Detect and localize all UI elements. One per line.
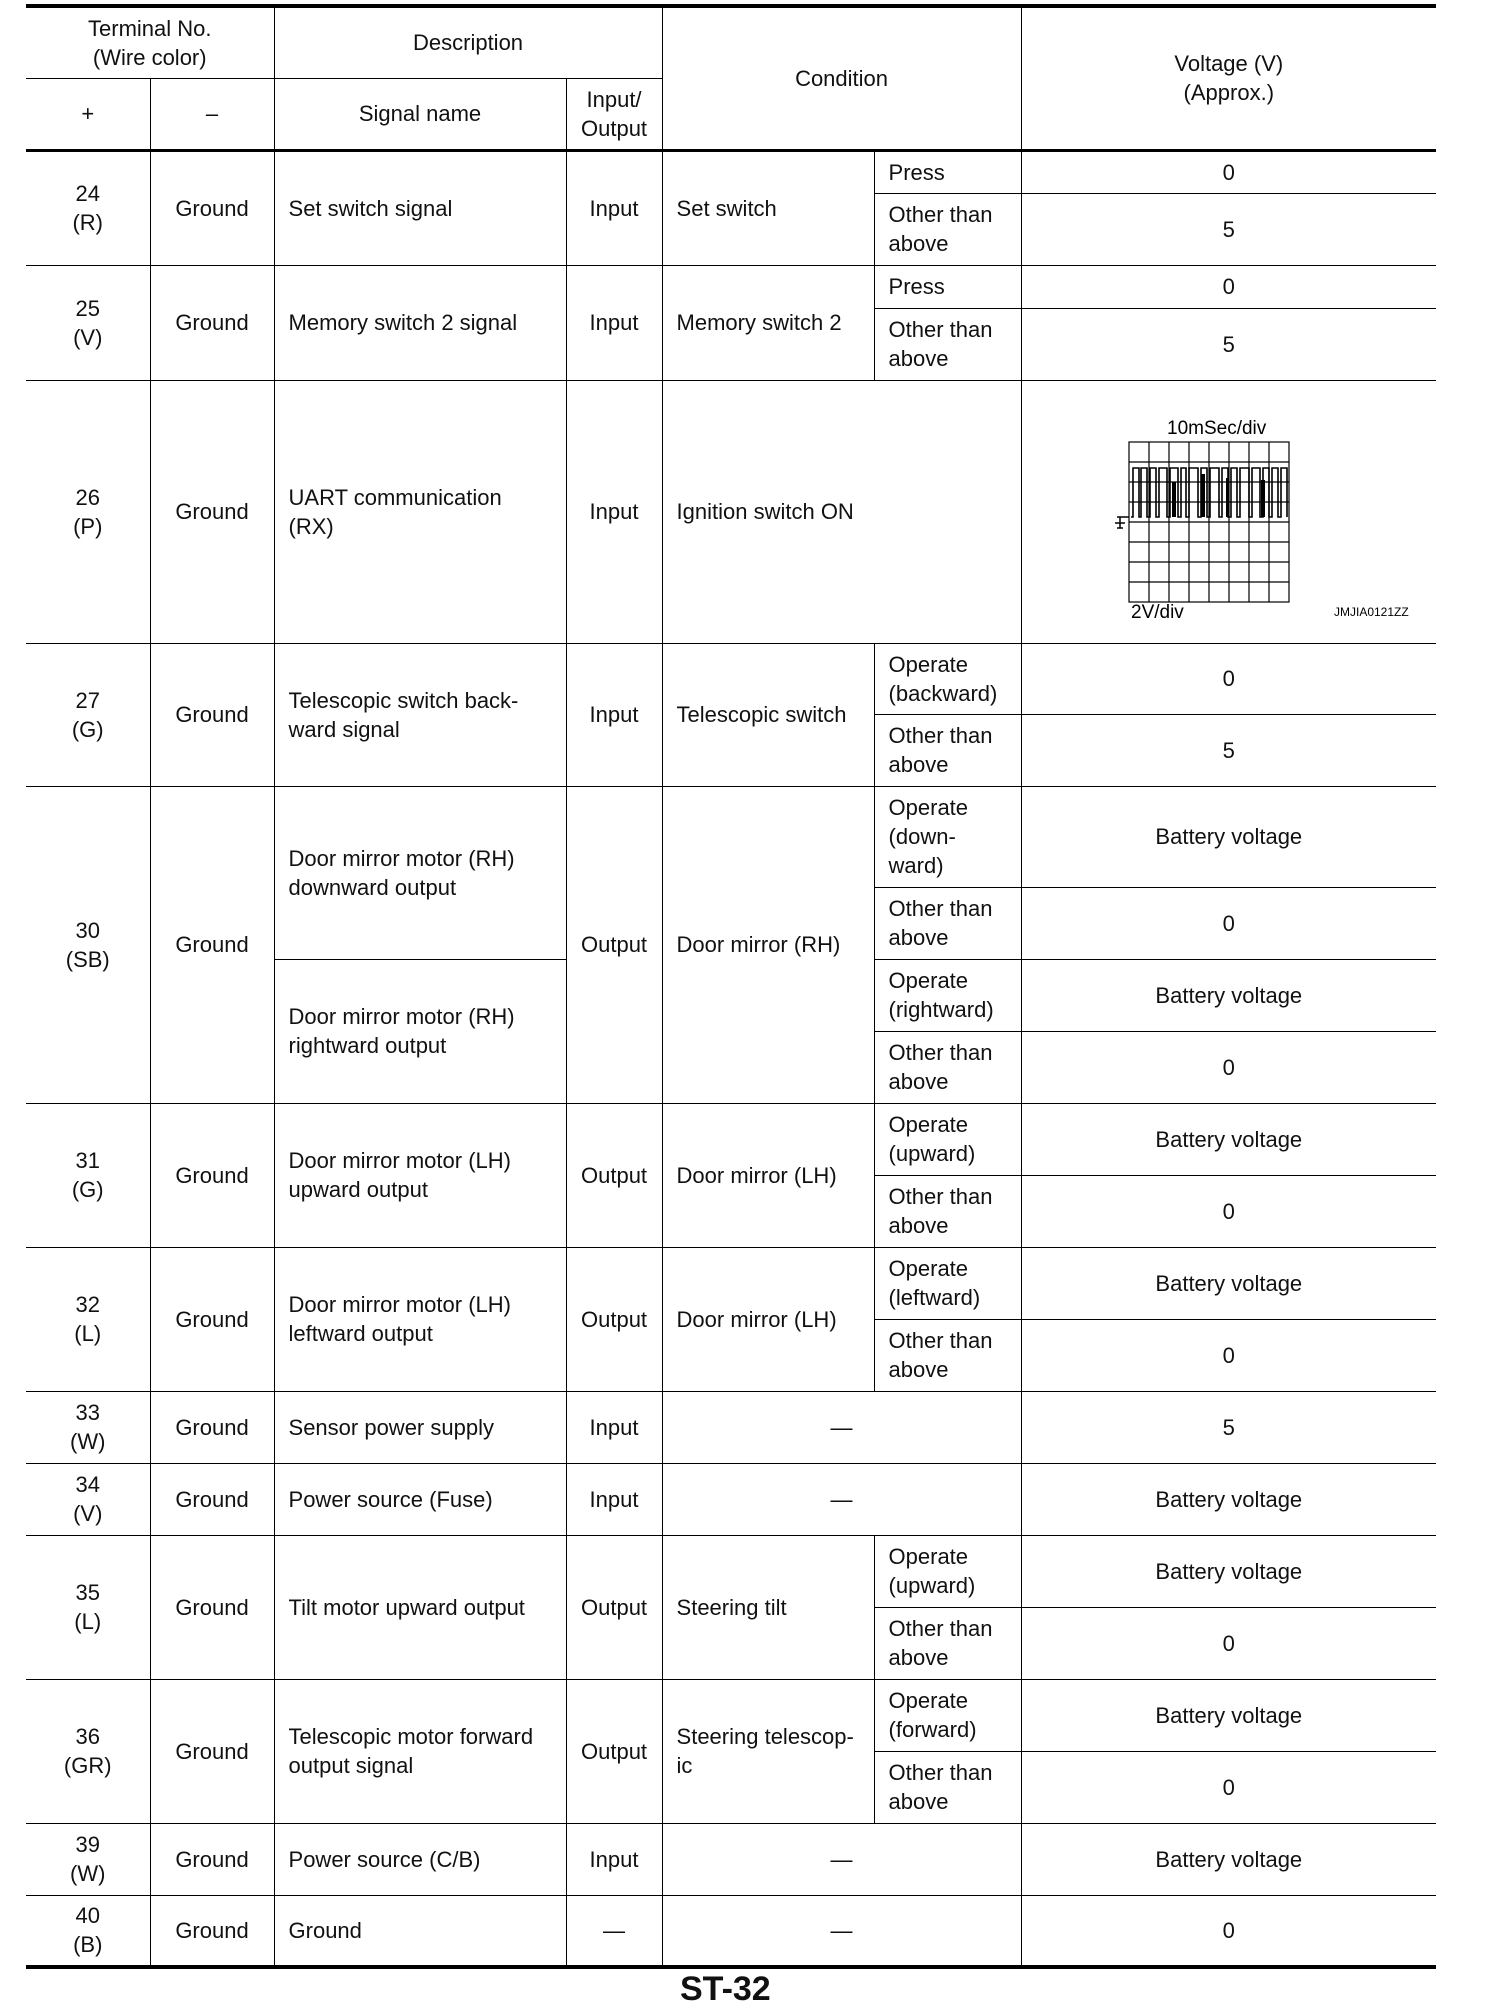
- header-description: Description: [274, 6, 662, 78]
- sub-condition-cell: Press: [874, 150, 1021, 193]
- condition-cell: Door mirror (RH): [662, 786, 874, 1103]
- voltage-cell: 0: [1021, 1031, 1436, 1103]
- voltage-cell: 5: [1021, 714, 1436, 786]
- voltage-cell: 0: [1021, 887, 1436, 959]
- voltage-cell: 5: [1021, 308, 1436, 380]
- signal-name-cell: Sensor power supply: [274, 1391, 566, 1463]
- ground-cell: Ground: [150, 1895, 274, 1967]
- voltage-cell: 0: [1021, 265, 1436, 308]
- signal-name-cell: Ground: [274, 1895, 566, 1967]
- io-cell: Input: [566, 1823, 662, 1895]
- header-minus: –: [150, 78, 274, 150]
- voltage-cell: Battery voltage: [1021, 1823, 1436, 1895]
- sub-condition-cell: Operate (backward): [874, 643, 1021, 714]
- header-plus: +: [26, 78, 150, 150]
- condition-cell: —: [662, 1463, 1021, 1535]
- header-input-output: Input/ Output: [566, 78, 662, 150]
- sub-condition-cell: Operate (forward): [874, 1679, 1021, 1751]
- figure-code: JMJIA0121ZZ: [1333, 604, 1409, 619]
- condition-cell: Steering tilt: [662, 1535, 874, 1679]
- sub-condition-cell: Other than above: [874, 193, 1021, 265]
- terminal-cell: 36 (GR): [26, 1679, 150, 1823]
- sub-condition-cell: Other than above: [874, 1175, 1021, 1247]
- header-voltage: Voltage (V) (Approx.): [1021, 6, 1436, 150]
- header-terminal-no: Terminal No. (Wire color): [26, 6, 274, 78]
- ground-cell: Ground: [150, 1679, 274, 1823]
- ground-cell: Ground: [150, 1823, 274, 1895]
- signal-name-cell: Door mirror motor (LH) leftward output: [274, 1247, 566, 1391]
- sub-condition-cell: Other than above: [874, 714, 1021, 786]
- io-cell: Output: [566, 1247, 662, 1391]
- condition-cell: —: [662, 1823, 1021, 1895]
- io-cell: Output: [566, 786, 662, 1103]
- voltage-cell: Battery voltage: [1021, 1463, 1436, 1535]
- sub-condition-cell: Other than above: [874, 887, 1021, 959]
- waveform-cell: [1021, 380, 1436, 643]
- io-cell: —: [566, 1895, 662, 1967]
- scope-grid: [1129, 442, 1289, 602]
- signal-name-cell: Door mirror motor (RH) downward output: [274, 786, 566, 959]
- voltage-cell: 5: [1021, 1391, 1436, 1463]
- ground-cell: Ground: [150, 1463, 274, 1535]
- voltage-cell: Battery voltage: [1021, 1103, 1436, 1175]
- ground-cell: Ground: [150, 1247, 274, 1391]
- voltage-cell: Battery voltage: [1021, 959, 1436, 1031]
- ground-cell: Ground: [150, 1391, 274, 1463]
- voltage-cell: 0: [1021, 1751, 1436, 1823]
- voltage-cell: 0: [1021, 150, 1436, 193]
- condition-cell: —: [662, 1391, 1021, 1463]
- voltage-cell: 0: [1021, 1895, 1436, 1967]
- condition-cell: Door mirror (LH): [662, 1103, 874, 1247]
- io-cell: Input: [566, 1463, 662, 1535]
- io-cell: Input: [566, 265, 662, 380]
- oscilloscope-waveform: [1029, 402, 1429, 622]
- terminal-cell: 34 (V): [26, 1463, 150, 1535]
- sub-condition-cell: Operate (upward): [874, 1535, 1021, 1607]
- signal-name-cell: Telescopic motor forward output signal: [274, 1679, 566, 1823]
- ground-cell: Ground: [150, 786, 274, 1103]
- condition-cell: —: [662, 1895, 1021, 1967]
- terminal-cell: 35 (L): [26, 1535, 150, 1679]
- signal-name-cell: Power source (C/B): [274, 1823, 566, 1895]
- terminal-cell: 40 (B): [26, 1895, 150, 1967]
- signal-name-cell: Telescopic switch back- ward signal: [274, 643, 566, 786]
- io-cell: Input: [566, 380, 662, 643]
- signal-name-cell: UART communication (RX): [274, 380, 566, 643]
- sub-condition-cell: Operate (rightward): [874, 959, 1021, 1031]
- page-number: ST-32: [680, 1970, 771, 2008]
- ground-cell: Ground: [150, 150, 274, 265]
- voltage-cell: Battery voltage: [1021, 1535, 1436, 1607]
- terminal-cell: 31 (G): [26, 1103, 150, 1247]
- condition-cell: Steering telescop- ic: [662, 1679, 874, 1823]
- condition-cell: Telescopic switch: [662, 643, 874, 786]
- signal-name-cell: Power source (Fuse): [274, 1463, 566, 1535]
- sub-condition-cell: Other than above: [874, 1751, 1021, 1823]
- condition-cell: Door mirror (LH): [662, 1247, 874, 1391]
- signal-name-cell: Door mirror motor (RH) rightward output: [274, 959, 566, 1103]
- ground-reference-icon: [1115, 517, 1129, 528]
- io-cell: Input: [566, 643, 662, 786]
- sub-condition-cell: Other than above: [874, 308, 1021, 380]
- io-cell: Input: [566, 150, 662, 265]
- terminal-spec-table: [26, 4, 1436, 1969]
- io-cell: Output: [566, 1103, 662, 1247]
- header-condition: Condition: [662, 6, 1021, 150]
- io-cell: Output: [566, 1535, 662, 1679]
- terminal-cell: 39 (W): [26, 1823, 150, 1895]
- io-cell: Output: [566, 1679, 662, 1823]
- header-signal-name: Signal name: [274, 78, 566, 150]
- ground-cell: Ground: [150, 380, 274, 643]
- voltage-cell: 0: [1021, 1319, 1436, 1391]
- condition-cell: Memory switch 2: [662, 265, 874, 380]
- signal-name-cell: Set switch signal: [274, 150, 566, 265]
- voltage-cell: 0: [1021, 1175, 1436, 1247]
- terminal-cell: 25 (V): [26, 265, 150, 380]
- volt-div-label: 2V/div: [1130, 601, 1184, 622]
- signal-name-cell: Door mirror motor (LH) upward output: [274, 1103, 566, 1247]
- io-cell: Input: [566, 1391, 662, 1463]
- voltage-cell: Battery voltage: [1021, 786, 1436, 887]
- terminal-cell: 33 (W): [26, 1391, 150, 1463]
- signal-name-cell: Memory switch 2 signal: [274, 265, 566, 380]
- time-div-label: 10mSec/div: [1166, 417, 1267, 439]
- sub-condition-cell: Operate (upward): [874, 1103, 1021, 1175]
- terminal-cell: 30 (SB): [26, 786, 150, 1103]
- terminal-cell: 32 (L): [26, 1247, 150, 1391]
- ground-cell: Ground: [150, 643, 274, 786]
- ground-cell: Ground: [150, 1103, 274, 1247]
- sub-condition-cell: Operate (leftward): [874, 1247, 1021, 1319]
- sub-condition-cell: Other than above: [874, 1031, 1021, 1103]
- voltage-cell: Battery voltage: [1021, 1679, 1436, 1751]
- ground-cell: Ground: [150, 265, 274, 380]
- voltage-cell: 0: [1021, 643, 1436, 714]
- voltage-cell: 0: [1021, 1607, 1436, 1679]
- sub-condition-cell: Operate (down- ward): [874, 786, 1021, 887]
- sub-condition-cell: Other than above: [874, 1319, 1021, 1391]
- condition-cell: Ignition switch ON: [662, 380, 1021, 643]
- sub-condition-cell: Other than above: [874, 1607, 1021, 1679]
- voltage-cell: Battery voltage: [1021, 1247, 1436, 1319]
- sub-condition-cell: Press: [874, 265, 1021, 308]
- signal-name-cell: Tilt motor upward output: [274, 1535, 566, 1679]
- terminal-cell: 27 (G): [26, 643, 150, 786]
- condition-cell: Set switch: [662, 150, 874, 265]
- terminal-cell: 26 (P): [26, 380, 150, 643]
- terminal-cell: 24 (R): [26, 150, 150, 265]
- voltage-cell: 5: [1021, 193, 1436, 265]
- ground-cell: Ground: [150, 1535, 274, 1679]
